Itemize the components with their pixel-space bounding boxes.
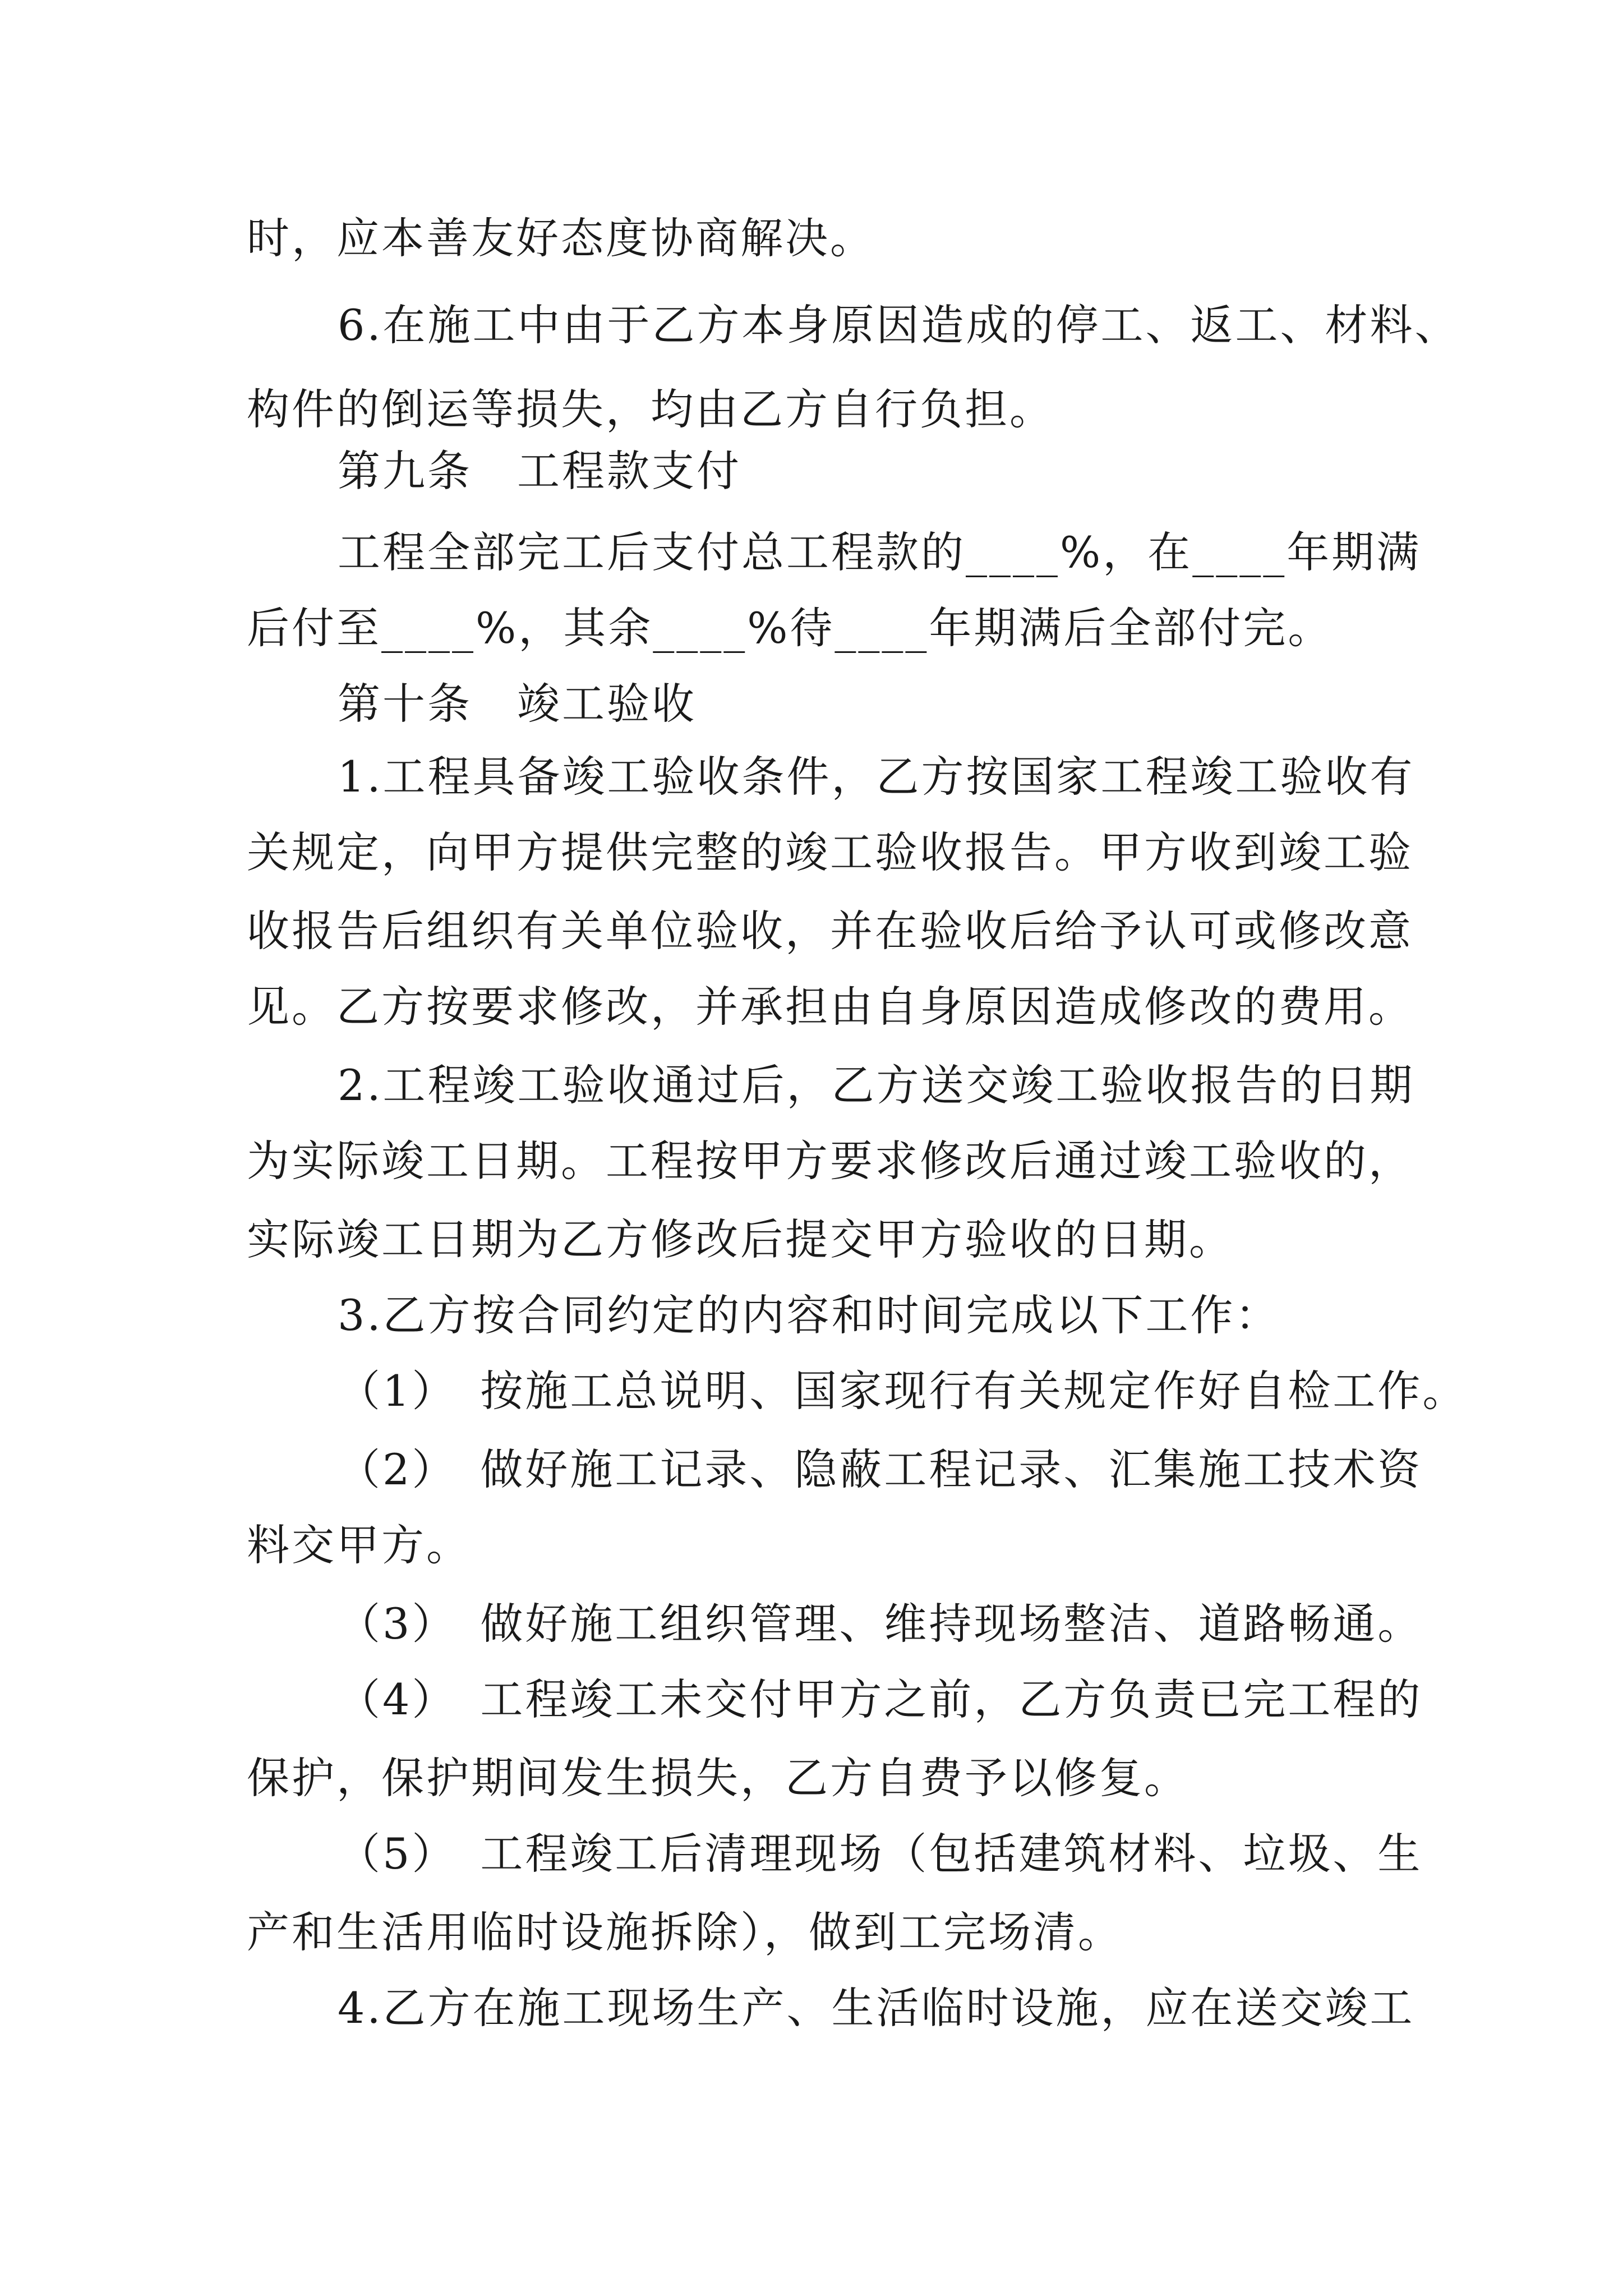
text-line: 构件的倒运等损失，均由乙方自行负担。	[247, 384, 1054, 434]
list-item: （1） 按施工总说明、国家现行有关规定作好自检工作。	[338, 1366, 1468, 1416]
text-line: 为实际竣工日期。工程按甲方要求修改后通过竣工验收的，	[247, 1136, 1413, 1186]
text-line: 收报告后组织有关单位验收，并在验收后给予认可或修改意	[247, 906, 1413, 956]
text-line: 产和生活用临时设施拆除），做到工完场清。	[247, 1907, 1123, 1957]
list-item: （4） 工程竣工未交付甲方之前，乙方负责已完工程的	[338, 1674, 1423, 1724]
text-line: 时，应本善友好态度协商解决。	[247, 213, 875, 263]
text-line: 实际竣工日期为乙方修改后提交甲方验收的日期。	[247, 1214, 1234, 1264]
list-item: （5） 工程竣工后清理现场（包括建筑材料、垃圾、生	[338, 1829, 1423, 1879]
section-heading: 第十条 竣工验收	[338, 679, 697, 729]
text-line: 2.工程竣工验收通过后，乙方送交竣工验收报告的日期	[338, 1060, 1415, 1110]
text-line: 见。乙方按要求修改，并承担由自身原因造成修改的费用。	[247, 982, 1413, 1032]
text-line: 料交甲方。	[247, 1520, 471, 1570]
list-item: （3） 做好施工组织管理、维持现场整洁、道路畅通。	[338, 1599, 1423, 1649]
text-line: 后付至____%，其余____%待____年期满后全部付完。	[247, 603, 1333, 653]
text-line: 工程全部完工后支付总工程款的____%，在____年期满	[338, 527, 1422, 577]
text-line: 4.乙方在施工现场生产、生活临时设施，应在送交竣工	[338, 1983, 1415, 2033]
text-line: 关规定，向甲方提供完整的竣工验收报告。甲方收到竣工验	[247, 827, 1413, 877]
text-line: 6.在施工中由于乙方本身原因造成的停工、返工、材料、	[338, 300, 1460, 350]
text-line: 保护，保护期间发生损失，乙方自费予以修复。	[247, 1753, 1189, 1803]
section-heading: 第九条 工程款支付	[338, 446, 741, 496]
text-line: 3.乙方按合同约定的内容和时间完成以下工作：	[338, 1290, 1280, 1340]
text-line: 1.工程具备竣工验收条件，乙方按国家工程竣工验收有	[338, 752, 1415, 802]
list-item: （2） 做好施工记录、隐蔽工程记录、汇集施工技术资	[338, 1444, 1423, 1494]
